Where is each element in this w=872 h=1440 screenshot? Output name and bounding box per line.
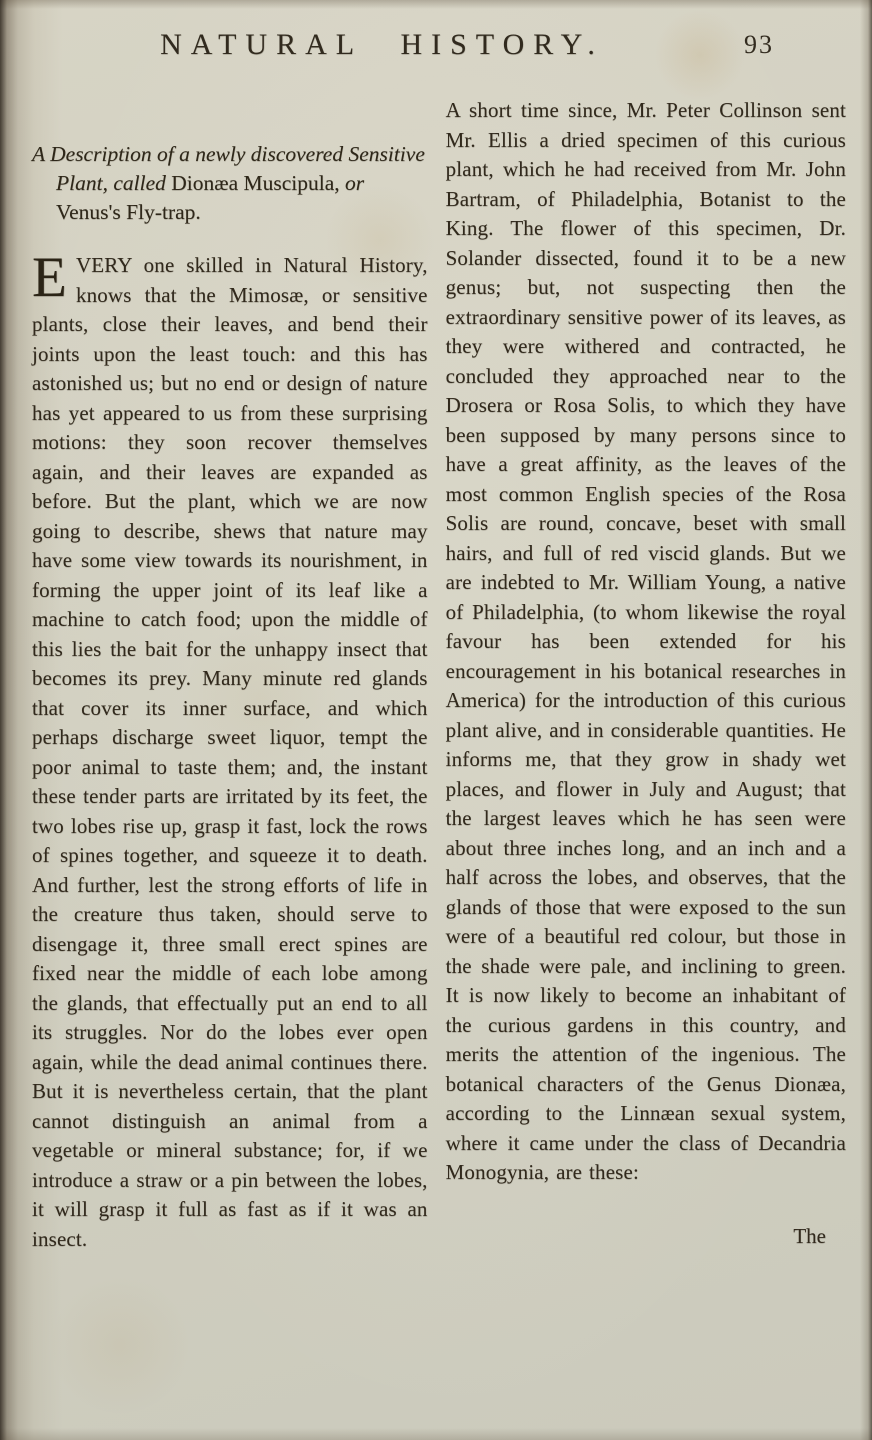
- text-columns: [32, 96, 846, 1440]
- heading-segment-roman: Dionæa Muscipula,: [171, 171, 346, 195]
- catchword: The: [793, 1223, 826, 1248]
- heading-segment-roman: Venus's Fly-trap.: [56, 200, 201, 224]
- paragraph-text: VERY one skilled in Natural History, knows that the Mimosæ, or sensitive plants, close their leaves, and bend their joints upon the least touch: and this has astonished us; but no end or design of nature has yet appeared to us from these surprising motions: they soon recover themselves again, and their leaves are expanded as before. But the plant, which we are now going to describe, shews that nature may have some view towards its nourishment, in forming the upper joint of its leaf like a machine to catch food; upon the middle of this lies the bait for the unhappy insect that becomes its prey. Many minute red glands that cover its inner surface, and which perhaps discharge sweet liquor, tempt the poor animal to taste them; and, the instant these tender parts are irritated by its feet, the two lobes rise up, grasp it fast, lock the rows of spines together, and squeeze it to death. And further, lest the strong efforts of life in the creature thus taken, should serve to disengage it, three small erect spines are fixed near the middle of each lobe among the glands, that effectually put an end to all its struggles. Nor do the lobes ever open again, while the dead animal continues there. But it is nevertheless certain, that the plant cannot distinguish an animal from a vegetable or mineral substance; for, if we introduce a straw or a pin between the lobes, it will grasp it full as fast as if it was an insect.: [32, 253, 428, 1251]
- heading-segment-italic: A Description of a newly discovered Sensitive Plant, called: [32, 142, 425, 195]
- running-head: NATURAL HISTORY.: [160, 28, 604, 61]
- article-heading: [32, 140, 428, 227]
- heading-segment-italic: or: [345, 171, 365, 195]
- page-number: 93: [744, 30, 774, 59]
- article-paragraph-right: A short time since, Mr. Peter Collinson sent Mr. Ellis a dried specimen of this curious plant, which he had received from Mr. John Bartram, of Philadelphia, Botanist to the King. The flower of this specimen, Dr. Solander dissected, found it to be a new genus; but, not suspecting then the extraordinary sensitive power of its leaves, as they were withered and contracted, he concluded they approached near to the Drosera or Rosa Solis, to which they have been supposed by many persons since to have a great affinity, as the leaves of the most common English species of the Rosa Solis are round, concave, beset with small hairs, and full of red viscid glands. But we are indebted to Mr. William Young, a native of Philadelphia, (to whom likewise the royal favour has been extended for his encouragement in his botanical researches in America) for the introduction of this curious plant alive, and in considerable quantities. He informs me, that they grow in shady wet places, and flower in July and August; that the largest leaves which he has seen were about three inches long, and an inch and a half across the lobes, and observes, that the glands of those that were exposed to the sun were of a beautiful red colour, but those in the shade were pale, and inclining to green. It is now likely to become an inhabitant of the curious gardens in this country, and merits the attention of the ingenious. The botanical characters of the Genus Dionæa, according to the Linnæan sexual system, where it came under the class of Decandria Monogynia, are these:: [445, 98, 846, 1184]
- right-column: [446, 96, 846, 1440]
- drop-cap: E: [32, 246, 67, 309]
- article-paragraph-left: [32, 246, 428, 1254]
- left-column: [32, 96, 428, 1440]
- page-header: [0, 28, 872, 76]
